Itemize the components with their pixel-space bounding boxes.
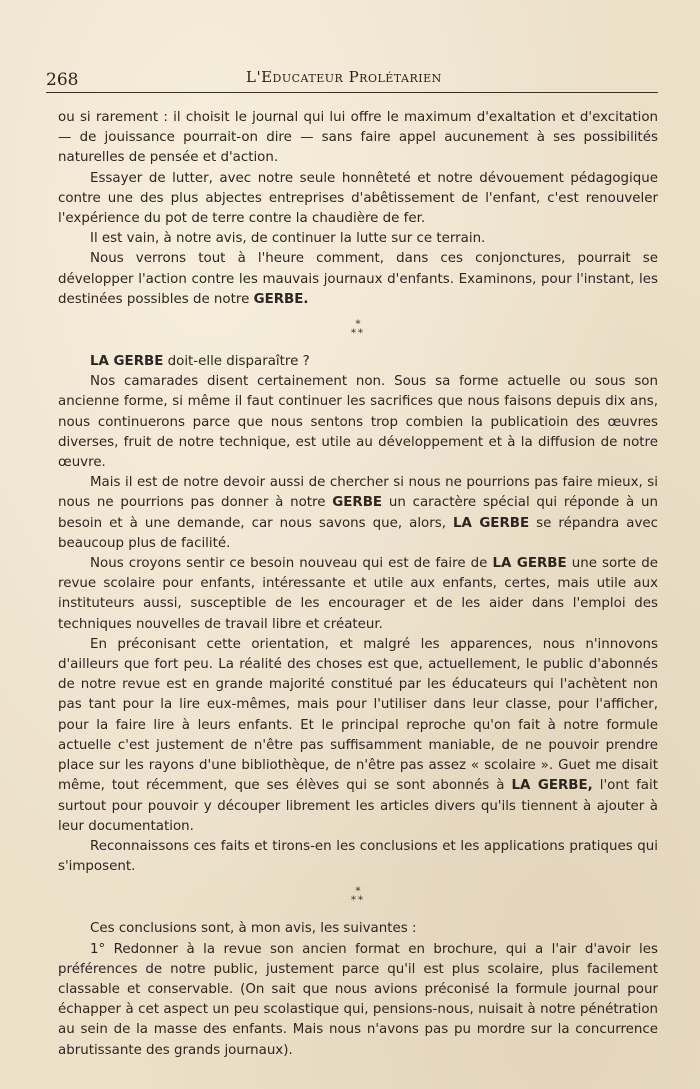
section-title-text: doit-elle disparaître ? — [163, 354, 310, 370]
paragraph-text: Nous verrons tout à l'heure comment, dans ces conjonctures, pourrait se développer l'action contre les mauvais journaux d'enfants. Examinons, pour l'instant, les destinées possibles de notre — [58, 251, 658, 307]
paragraph — [58, 919, 658, 939]
paragraph-text: En préconisant cette orientation, et malgré les apparences, nous n'innovons d'ailleurs que fort peu. La réalité des choses est que, actuellement, le public d'abonnés de notre revue est en grande majorité constitué par les éducateurs qui l'achètent non pas tant pour la lire eux-mêmes, mais pour l'utiliser dans leur classe, pour l'afficher, pour la faire lire à leurs enfants. Et le principal reproche qu'on fait à notre formule actuelle c'est justement de n'être pas suffisamment maniable, de ne pouvoir prendre place sur les rayons d'une bibliothèque, de n'être pas assez « scolaire ». Guet me disait même, tout récemment, que ses élèves qui se sont abonnés à — [58, 636, 658, 794]
gerbe-mention: GERBE — [332, 495, 383, 511]
paragraph-text: Essayer de lutter, avec notre seule honnêteté et notre dévouement pédagogique contre une des plus abjectes entreprises d'abêtissement de l'enfant, c'est renouveler l'expérience du pot de terre contre la chaudière de fer. — [58, 170, 658, 227]
header-rule — [46, 92, 658, 93]
paragraph — [58, 837, 658, 877]
paragraph-text: 1° Redonner à la revue son ancien format en brochure, qui a l'air d'avoir les préférences de notre public, justement parce qu'il est plus scolaire, plus facilement classable et conservable. (On sait que nous avions préconisé la formule journal pour échapper à cet aspect un peu scolastique qui, pensions-nous, nuisait à notre pénétration au sein de la masse des enfants. Mais nous n'avons pas pu mordre sur la concurrence abrutissante des grands journaux). — [58, 941, 658, 1058]
paragraph — [58, 554, 658, 635]
paragraph-text: l'ont fait surtout pour pouvoir y découper librement les articles divers qu'ils tiennent à ajouter à leur documentation. — [58, 778, 658, 834]
gerbe-mention: LA GERBE — [453, 515, 530, 531]
page-header — [46, 68, 658, 90]
paragraph-text: Il est vain, à notre avis, de continuer la lutte sur ce terrain. — [90, 231, 486, 247]
paragraph — [58, 940, 658, 1061]
paragraph — [58, 473, 658, 554]
paragraph-text: Mais il est de notre devoir aussi de chercher si nous ne pourrions pas faire mieux, si nous ne pourrions pas donner à notre — [58, 475, 658, 511]
paragraph — [58, 635, 658, 837]
separator-stars: ** — [351, 328, 365, 340]
paragraph — [58, 249, 658, 310]
gerbe-mention: GERBE. — [253, 291, 309, 307]
separator-stars: ** — [351, 895, 365, 907]
gerbe-mention: LA GERBE, — [511, 778, 593, 794]
paragraph — [58, 169, 658, 230]
paragraph-text: Reconnaissons ces faits et tirons-en les conclusions et les applications pratiques qui s'imposent. — [58, 838, 658, 875]
paragraph-text: un caractère spécial qui réponde à un besoin et à une demande, car nous savons que, alors, — [58, 495, 658, 531]
paragraph-text: ou si rarement : il choisit le journal qui lui offre le maximum d'exaltation et d'excitation — de jouissance pourrait-on dire — sans faire appel aucunement à ses possibilités naturelles de pensée et d'action. — [58, 110, 658, 166]
paragraph-text: une sorte de revue scolaire pour enfants, intéressante et utile aux enfants, certes, mais utile aux instituteurs aussi, susceptible de les encourager et de les aider dans l'emploi des techniques nouvelles de travail libre et créateur. — [58, 556, 658, 632]
paragraph-text: se répandra avec beaucoup plus de facilité. — [58, 515, 658, 551]
page-number: 268 — [46, 70, 79, 90]
section-title-bold: LA GERBE — [90, 354, 164, 370]
paragraph-text: Nous croyons sentir ce besoin nouveau qui est de faire de — [90, 556, 493, 572]
separator-star: * — [355, 319, 361, 331]
section-separator — [58, 887, 658, 905]
gerbe-mention: LA GERBE — [492, 556, 567, 572]
paragraph — [58, 108, 658, 169]
paragraph-text: Nos camarades disent certainement non. Sous sa forme actuelle ou sous son ancienne forme, si même il faut continuer les sacrifices que nous faisons depuis dix ans, nous continuerons parce que nous sentons trop combien la publicatioin des œuvres diverses, fruit de notre technique, est utile au développement et à la diffusion de notre œuvre. — [58, 374, 658, 471]
paragraph-text: Ces conclusions sont, à mon avis, les suivantes : — [90, 921, 417, 937]
article-body — [58, 108, 658, 1061]
paragraph — [58, 372, 658, 473]
section-separator — [58, 320, 658, 338]
paragraph — [58, 229, 658, 249]
running-title: L'Educateur Prolétarien — [246, 68, 442, 86]
separator-star: * — [355, 886, 361, 898]
section-title — [58, 352, 658, 372]
